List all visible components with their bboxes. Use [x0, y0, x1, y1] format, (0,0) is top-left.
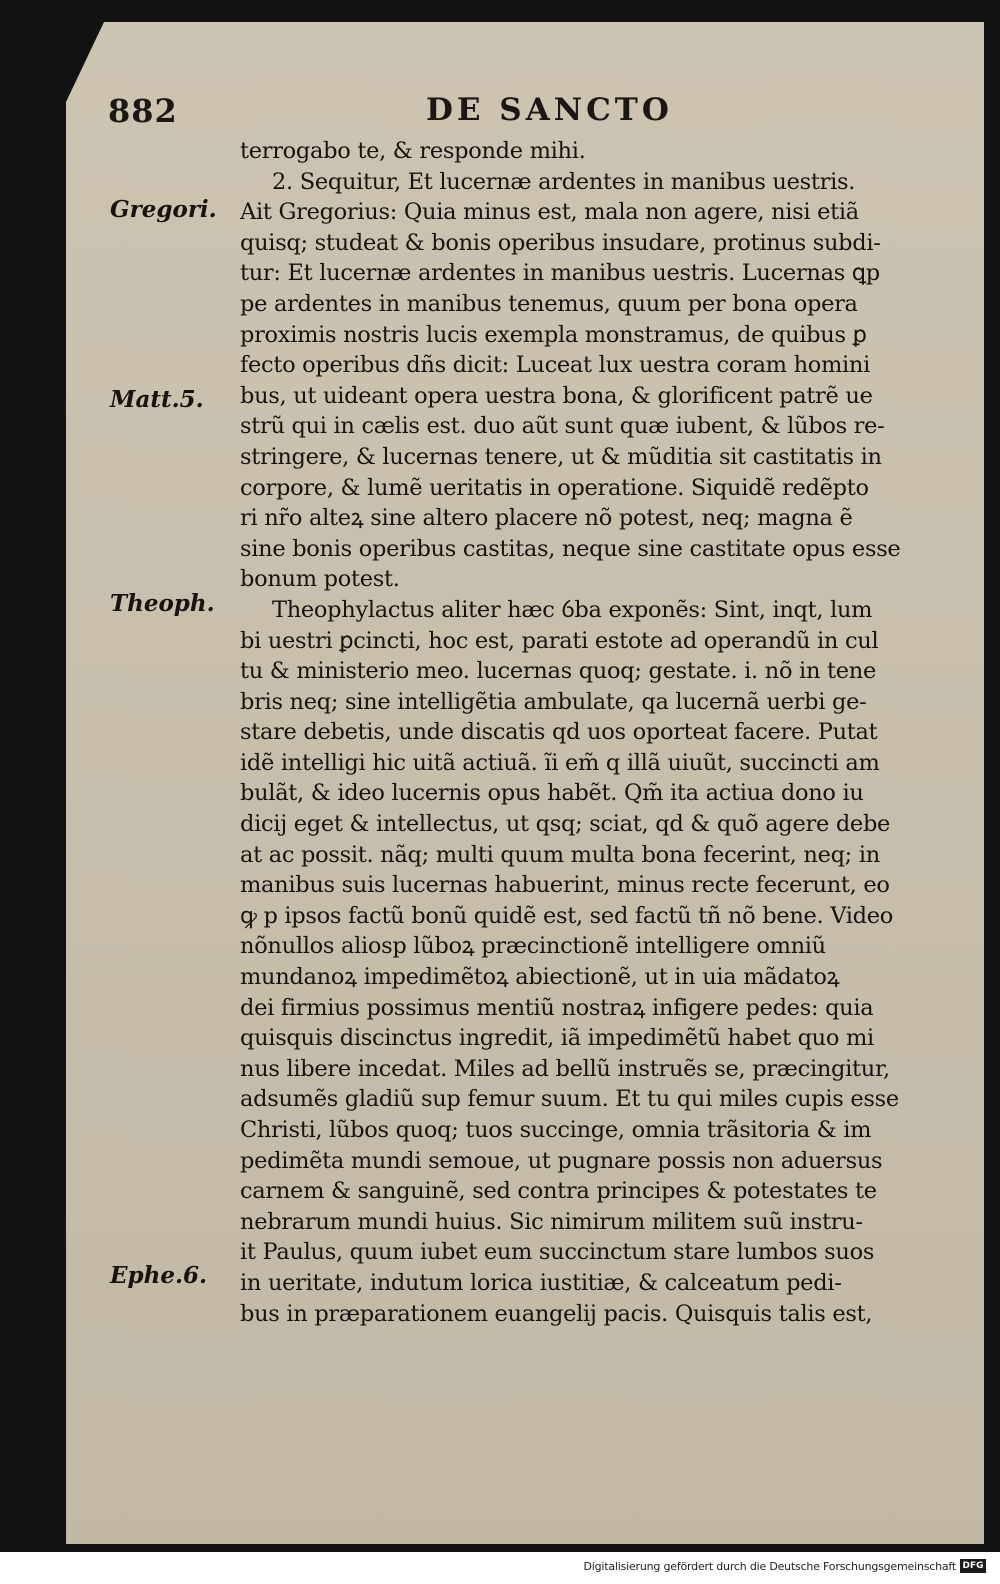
text-line: tu & ministerio meo. lucernas quoq; gestate. i. nõ in tene — [240, 658, 876, 685]
text-line: proximis nostris lucis exempla monstramus, de quibus ꝑ — [240, 321, 867, 348]
digitization-footer — [583, 1556, 986, 1576]
text-line: quisquis discinctus ingredit, iã impedimẽtũ habet quo mi — [240, 1025, 874, 1052]
text-line: adsumẽs gladiũ sup femur suum. Et tu qui miles cupis esse — [240, 1086, 899, 1113]
body-text — [240, 136, 945, 1329]
text-line: ri nr̃o alteꝝ sine altero placere nõ potest, neq; magna ẽ — [240, 505, 853, 532]
text-line: pe ardentes in manibus tenemus, quum per bona opera — [240, 290, 858, 317]
text-line: bulãt, & ideo lucernis opus habẽt. Qm̃ ita actiua dono iu — [240, 780, 864, 807]
text-line: it Paulus, quum iubet eum succinctum stare lumbos suos — [240, 1239, 875, 1266]
text-line: stare debetis, unde discatis qd uos oporteat facere. Putat — [240, 719, 878, 746]
dfg-logo: DFG — [960, 1559, 986, 1573]
text-line: at ac possit. nãq; multi quum multa bona fecerint, neq; in — [240, 841, 880, 868]
running-title: DE SANCTO — [426, 92, 673, 128]
text-line: terrogabo te, & responde mihi. — [240, 138, 586, 164]
text-line: Ait Gregorius: Quia minus est, mala non agere, nisi etiã — [240, 199, 859, 226]
text-line: bi uestri ꝑcincti, hoc est, parati estote ad operandũ in cul — [240, 627, 879, 654]
text-line: mundanoꝝ impedimẽtoꝝ abiectionẽ, ut in uia mãdatoꝝ — [240, 964, 840, 991]
text-line: dei firmius possimus mentiũ nostraꝝ infigere pedes: quia — [240, 994, 874, 1021]
text-line: 2. Sequitur, Et lucernæ ardentes in manibus uestris. — [272, 168, 856, 195]
marginal-note: Gregori. — [110, 196, 217, 223]
text-line: tur: Et lucernæ ardentes in manibus uestris. Lucernas ꝗp — [240, 260, 880, 287]
text-line: stringere, & lucernas tenere, ut & mũditia sit castitatis in — [240, 443, 882, 470]
text-line: strũ qui in cælis est. duo aũt sunt quæ iubent, & lũbos re- — [240, 413, 885, 440]
page-header — [108, 92, 748, 142]
text-line: ꝙ p ipsos factũ bonũ quidẽ est, sed factũ tñ nõ bene. Video — [240, 902, 894, 929]
text-line: bonum potest. — [240, 566, 400, 593]
text-line: quisq; studeat & bonis operibus insudare, protinus subdi- — [240, 229, 881, 256]
text-line: sine bonis operibus castitas, neque sine castitate opus esse — [240, 535, 901, 562]
footer-credit: Digitalisierung gefördert durch die Deutsche Forschungsgemeinschaft — [583, 1559, 956, 1573]
marginal-note: Matt.5. — [110, 386, 204, 413]
text-line: dicij eget & intellectus, ut qsq; sciat, qd & quõ agere debe — [240, 811, 891, 838]
text-line: manibus suis lucernas habuerint, minus recte fecerunt, eo — [240, 872, 890, 899]
text-line: Christi, lũbos quoq; tuos succinge, omnia trãsitoria & im — [240, 1117, 872, 1143]
page-number: 882 — [108, 92, 178, 130]
text-line: Theophylactus aliter hæc ỽba exponẽs: Sint, inqt, lum — [272, 596, 873, 623]
text-line: in ueritate, indutum lorica iustitiæ, & calceatum pedi- — [240, 1269, 842, 1296]
marginal-note: Ephe.6. — [110, 1262, 207, 1289]
text-line: bus, ut uideant opera uestra bona, & glorificent patrẽ ue — [240, 382, 873, 409]
text-line: bus in præparationem euangelij pacis. Quisquis talis est, — [240, 1300, 873, 1327]
text-line: corpore, & lumẽ ueritatis in operatione. Siquidẽ redẽpto — [240, 474, 869, 501]
text-line: pedimẽta mundi semoue, ut pugnare possis non aduersus — [240, 1147, 883, 1174]
text-line: nus libere incedat. Miles ad bellũ instruẽs se, præcingitur, — [240, 1055, 890, 1082]
text-line: idẽ intelligi hic uitã actiuã. ĩi em̃ q illã uiuũt, succincti am — [240, 749, 880, 776]
text-line: nõnullos aliosp lũboꝝ præcinctionẽ intelligere omniũ — [240, 933, 826, 960]
text-line: carnem & sanguinẽ, sed contra principes & potestates te — [240, 1178, 877, 1205]
text-line: nebrarum mundi huius. Sic nimirum militem suũ instru- — [240, 1208, 863, 1235]
text-line: bris neq; sine intelligẽtia ambulate, qa lucernã uerbi ge- — [240, 688, 867, 715]
marginal-note: Theoph. — [110, 590, 215, 617]
text-line: fecto operibus dñs dicit: Luceat lux uestra coram homini — [240, 352, 871, 379]
